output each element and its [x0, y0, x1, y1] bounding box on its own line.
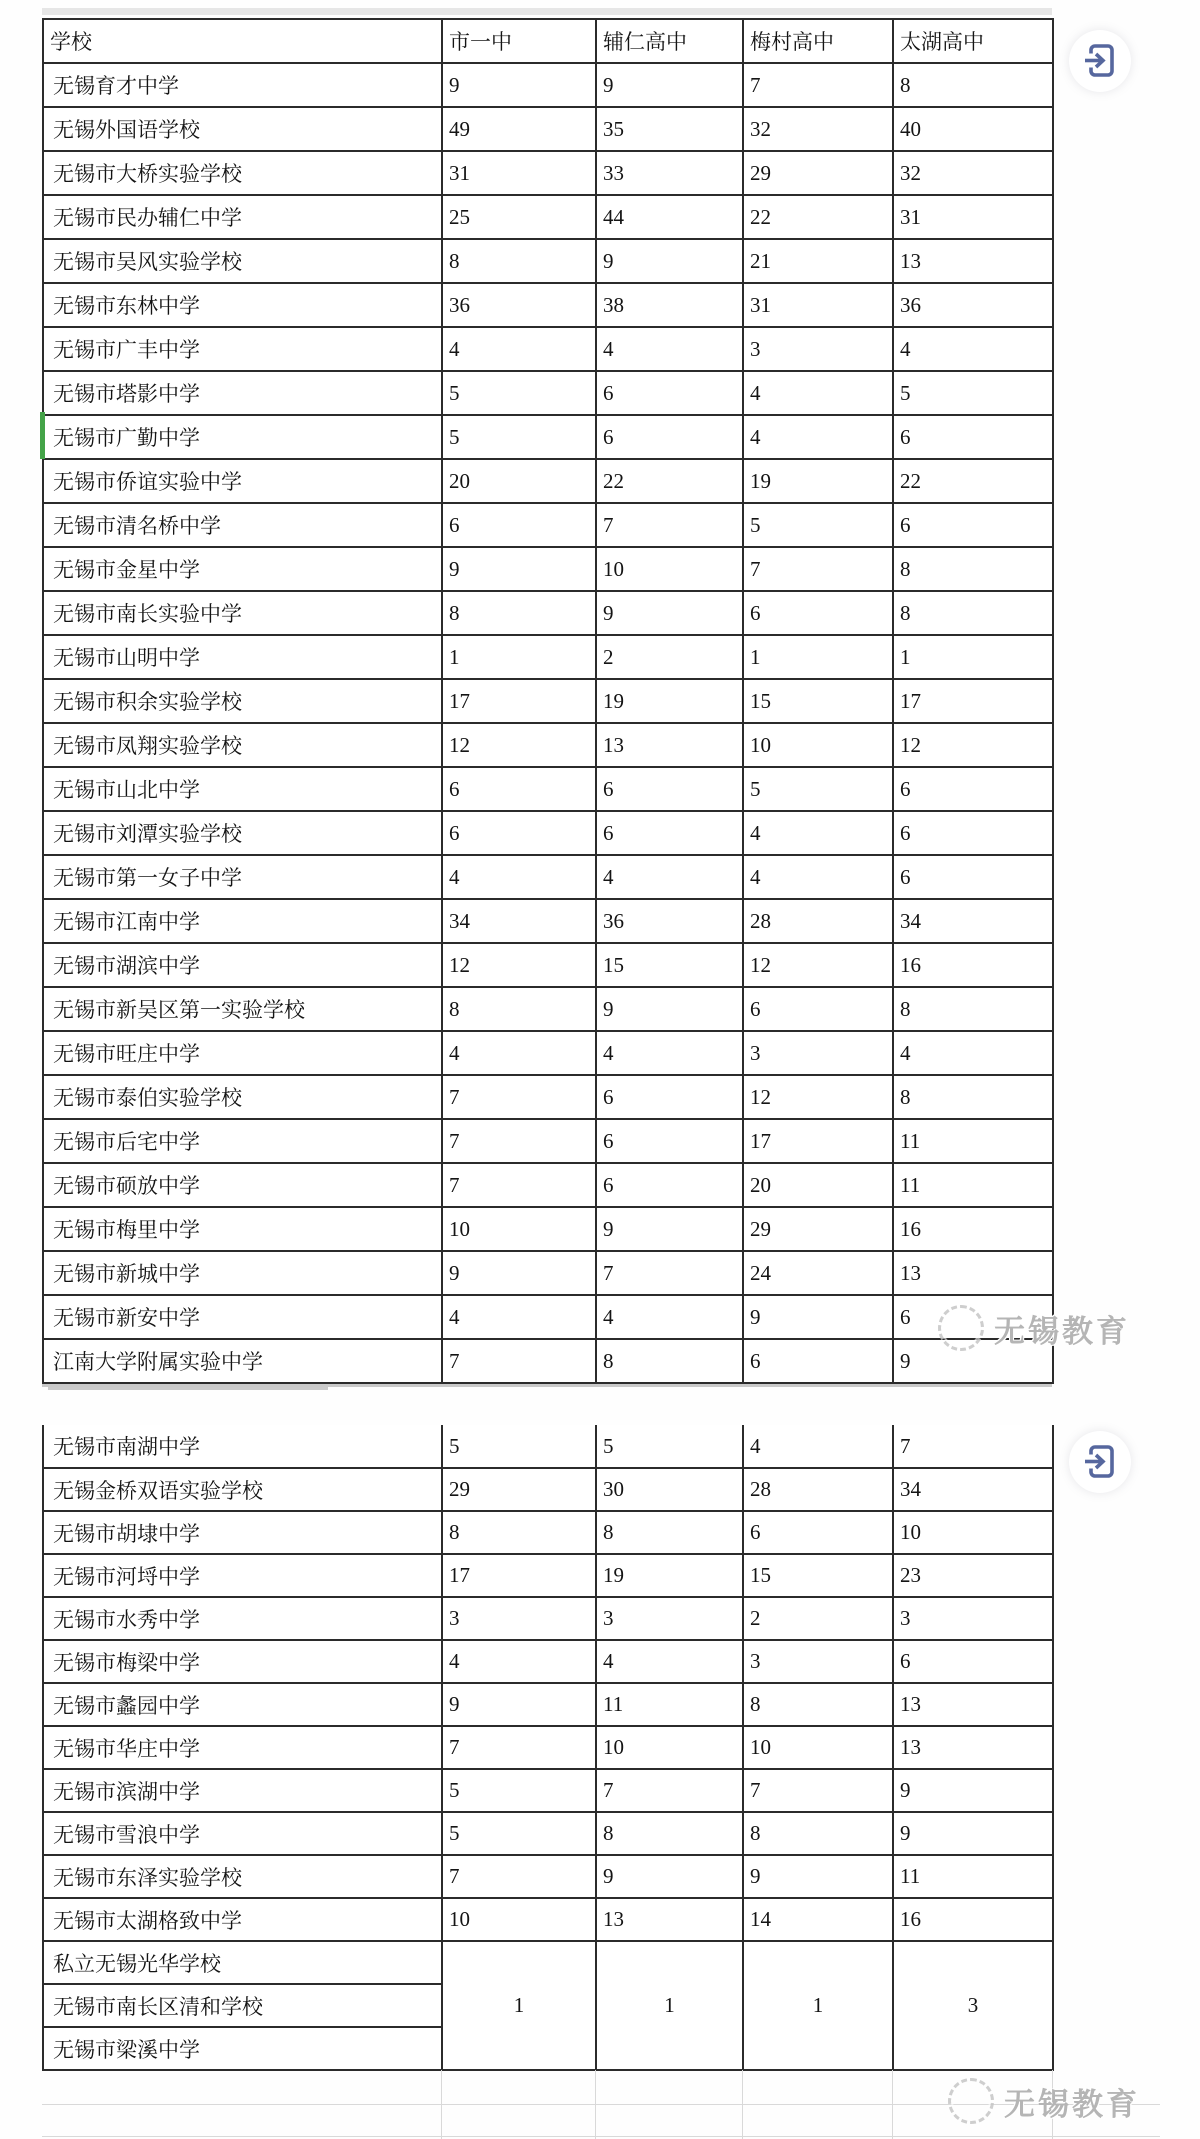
table-row — [43, 459, 1053, 503]
table-row — [43, 1031, 1053, 1075]
school-name-cell: 无锡金桥双语实验学校 — [43, 1468, 442, 1511]
watermark-text: 无锡教育 — [1004, 2086, 1140, 2122]
table-shadow-segment — [48, 1387, 328, 1390]
table-row — [43, 547, 1053, 591]
value-cell: 5 — [596, 1425, 743, 1468]
value-cell: 11 — [893, 1163, 1053, 1207]
value-cell: 7 — [743, 63, 893, 107]
value-cell: 6 — [893, 503, 1053, 547]
value-cell: 6 — [743, 1511, 893, 1554]
table-row — [43, 107, 1053, 151]
value-cell: 12 — [743, 943, 893, 987]
value-cell: 5 — [743, 503, 893, 547]
value-cell: 6 — [596, 1119, 743, 1163]
value-cell: 5 — [442, 1812, 596, 1855]
school-name-cell: 无锡市南长实验中学 — [43, 591, 442, 635]
value-cell: 7 — [596, 1251, 743, 1295]
school-name-cell: 无锡市塔影中学 — [43, 371, 442, 415]
value-cell: 4 — [596, 327, 743, 371]
value-cell: 12 — [442, 943, 596, 987]
value-cell: 17 — [743, 1119, 893, 1163]
table-row — [43, 239, 1053, 283]
value-cell: 12 — [442, 723, 596, 767]
empty-gridline-v2 — [595, 2070, 596, 2139]
table-row — [43, 1163, 1053, 1207]
value-cell: 9 — [743, 1855, 893, 1898]
value-cell: 3 — [442, 1597, 596, 1640]
value-cell: 8 — [893, 547, 1053, 591]
school-name-cell: 无锡市河埒中学 — [43, 1554, 442, 1597]
value-cell: 4 — [743, 1425, 893, 1468]
school-name-cell: 无锡市东泽实验学校 — [43, 1855, 442, 1898]
school-name-cell: 无锡市刘潭实验学校 — [43, 811, 442, 855]
value-cell: 13 — [893, 1726, 1053, 1769]
value-cell: 29 — [743, 151, 893, 195]
value-cell: 4 — [743, 811, 893, 855]
school-name-cell: 无锡市凤翔实验学校 — [43, 723, 442, 767]
watermark-wuxi-education-2 — [948, 2078, 1140, 2124]
value-cell: 9 — [893, 1812, 1053, 1855]
school-name-cell: 无锡市大桥实验学校 — [43, 151, 442, 195]
value-cell: 4 — [743, 855, 893, 899]
value-cell: 9 — [442, 1683, 596, 1726]
table-row — [43, 635, 1053, 679]
value-cell: 3 — [743, 1640, 893, 1683]
value-cell: 8 — [893, 987, 1053, 1031]
table-row — [43, 283, 1053, 327]
value-cell: 4 — [596, 855, 743, 899]
school-name-cell: 无锡市南湖中学 — [43, 1425, 442, 1468]
column-header-school: 学校 — [43, 19, 442, 63]
value-cell: 15 — [743, 1554, 893, 1597]
value-cell: 28 — [743, 899, 893, 943]
school-name-cell: 无锡市泰伯实验学校 — [43, 1075, 442, 1119]
value-cell: 8 — [893, 63, 1053, 107]
value-cell: 7 — [743, 1769, 893, 1812]
school-name-cell: 无锡市胡埭中学 — [43, 1511, 442, 1554]
value-cell: 15 — [743, 679, 893, 723]
school-name-cell: 无锡市山北中学 — [43, 767, 442, 811]
value-cell: 4 — [596, 1295, 743, 1339]
value-cell: 17 — [442, 679, 596, 723]
value-cell: 8 — [893, 591, 1053, 635]
value-cell: 10 — [596, 1726, 743, 1769]
table-row — [43, 415, 1053, 459]
value-cell: 22 — [893, 459, 1053, 503]
value-cell: 3 — [596, 1597, 743, 1640]
table-row — [43, 151, 1053, 195]
school-name-cell: 无锡市江南中学 — [43, 899, 442, 943]
value-cell: 8 — [596, 1812, 743, 1855]
value-cell: 19 — [596, 1554, 743, 1597]
value-cell: 38 — [596, 283, 743, 327]
watermark-text: 无锡教育 — [994, 1313, 1130, 1349]
value-cell: 4 — [442, 855, 596, 899]
value-cell: 13 — [893, 239, 1053, 283]
value-cell: 6 — [893, 855, 1053, 899]
value-cell: 28 — [743, 1468, 893, 1511]
value-cell: 9 — [596, 987, 743, 1031]
value-cell: 31 — [442, 151, 596, 195]
value-cell: 12 — [743, 1075, 893, 1119]
school-name-cell: 无锡市滨湖中学 — [43, 1769, 442, 1812]
school-name-cell: 无锡市积余实验学校 — [43, 679, 442, 723]
value-cell: 11 — [893, 1855, 1053, 1898]
school-name-cell: 无锡市梅梁中学 — [43, 1640, 442, 1683]
value-cell: 9 — [596, 1207, 743, 1251]
view-larger-table-button-2[interactable] — [1069, 1431, 1131, 1493]
school-name-cell: 江南大学附属实验中学 — [43, 1339, 442, 1383]
table-row — [43, 1597, 1053, 1640]
value-cell: 35 — [596, 107, 743, 151]
value-cell: 4 — [893, 327, 1053, 371]
column-header-highschool: 市一中 — [442, 19, 596, 63]
value-cell: 20 — [743, 1163, 893, 1207]
value-cell: 10 — [442, 1207, 596, 1251]
value-cell: 34 — [442, 899, 596, 943]
table-row — [43, 1683, 1053, 1726]
value-cell: 17 — [893, 679, 1053, 723]
value-cell: 6 — [596, 811, 743, 855]
value-cell: 5 — [442, 371, 596, 415]
value-cell: 7 — [442, 1119, 596, 1163]
value-cell: 10 — [743, 1726, 893, 1769]
value-cell: 4 — [442, 1031, 596, 1075]
value-cell: 21 — [743, 239, 893, 283]
column-header-highschool: 梅村高中 — [743, 19, 893, 63]
table-body — [43, 1425, 1053, 2070]
value-cell: 5 — [743, 767, 893, 811]
value-cell: 6 — [596, 767, 743, 811]
table-row — [43, 1425, 1053, 1468]
value-cell: 5 — [442, 1425, 596, 1468]
value-cell: 9 — [596, 239, 743, 283]
value-cell: 8 — [893, 1075, 1053, 1119]
school-name-cell: 无锡市梁溪中学 — [43, 2027, 442, 2070]
school-name-cell: 无锡市广丰中学 — [43, 327, 442, 371]
school-name-cell: 无锡市清名桥中学 — [43, 503, 442, 547]
score-table-lower — [42, 1425, 1054, 2071]
school-name-cell: 无锡市广勤中学 — [43, 415, 442, 459]
table-row — [43, 1251, 1053, 1295]
empty-gridline-v4 — [892, 2070, 893, 2139]
value-cell: 7 — [893, 1425, 1053, 1468]
value-cell: 16 — [893, 1207, 1053, 1251]
value-cell: 13 — [893, 1683, 1053, 1726]
value-cell: 6 — [596, 371, 743, 415]
wuxi-education-logo-icon — [948, 2078, 994, 2124]
school-name-cell: 无锡育才中学 — [43, 63, 442, 107]
value-cell: 7 — [442, 1726, 596, 1769]
value-cell: 3 — [743, 1031, 893, 1075]
table-row — [43, 1941, 1053, 1984]
school-name-cell: 无锡市硕放中学 — [43, 1163, 442, 1207]
school-name-cell: 无锡市南长区清和学校 — [43, 1984, 442, 2027]
cell-selection-marker — [40, 412, 45, 459]
value-cell: 34 — [893, 899, 1053, 943]
value-cell: 2 — [596, 635, 743, 679]
merged-value-cell: 3 — [893, 1941, 1053, 2070]
value-cell: 10 — [596, 547, 743, 591]
value-cell: 44 — [596, 195, 743, 239]
table-row — [43, 591, 1053, 635]
table-row — [43, 987, 1053, 1031]
value-cell: 17 — [442, 1554, 596, 1597]
table-row — [43, 767, 1053, 811]
value-cell: 5 — [442, 415, 596, 459]
value-cell: 36 — [442, 283, 596, 327]
value-cell: 10 — [743, 723, 893, 767]
value-cell: 31 — [893, 195, 1053, 239]
value-cell: 29 — [442, 1468, 596, 1511]
value-cell: 30 — [596, 1468, 743, 1511]
value-cell: 6 — [442, 811, 596, 855]
table-row — [43, 503, 1053, 547]
value-cell: 2 — [743, 1597, 893, 1640]
cropped-row-artifact — [42, 8, 1052, 15]
value-cell: 5 — [893, 371, 1053, 415]
school-name-cell: 无锡市金星中学 — [43, 547, 442, 591]
table-row — [43, 1295, 1053, 1339]
value-cell: 36 — [596, 899, 743, 943]
school-name-cell: 无锡市华庄中学 — [43, 1726, 442, 1769]
table-row — [43, 1855, 1053, 1898]
school-name-cell: 无锡市新吴区第一实验学校 — [43, 987, 442, 1031]
value-cell: 22 — [743, 195, 893, 239]
table-row — [43, 855, 1053, 899]
header-row — [43, 19, 1053, 63]
table-row — [43, 327, 1053, 371]
value-cell: 8 — [442, 987, 596, 1031]
value-cell: 11 — [893, 1119, 1053, 1163]
value-cell: 19 — [743, 459, 893, 503]
school-name-cell: 无锡市蠡园中学 — [43, 1683, 442, 1726]
value-cell: 4 — [442, 1295, 596, 1339]
value-cell: 31 — [743, 283, 893, 327]
school-name-cell: 无锡外国语学校 — [43, 107, 442, 151]
school-name-cell: 无锡市东林中学 — [43, 283, 442, 327]
empty-gridline-h1 — [42, 2104, 1160, 2105]
merged-value-cell: 1 — [743, 1941, 893, 2070]
value-cell: 40 — [893, 107, 1053, 151]
table-row — [43, 1075, 1053, 1119]
value-cell: 15 — [596, 943, 743, 987]
column-header-highschool: 辅仁高中 — [596, 19, 743, 63]
value-cell: 9 — [596, 1855, 743, 1898]
empty-gridline-h2 — [42, 2136, 1160, 2137]
value-cell: 7 — [442, 1163, 596, 1207]
merged-value-cell: 1 — [442, 1941, 596, 2070]
value-cell: 6 — [596, 1075, 743, 1119]
value-cell: 6 — [596, 415, 743, 459]
table-row — [43, 1726, 1053, 1769]
school-name-cell: 无锡市后宅中学 — [43, 1119, 442, 1163]
value-cell: 4 — [743, 415, 893, 459]
table-row — [43, 1640, 1053, 1683]
value-cell: 36 — [893, 283, 1053, 327]
value-cell: 4 — [596, 1031, 743, 1075]
value-cell: 6 — [893, 1295, 1053, 1339]
value-cell: 19 — [596, 679, 743, 723]
value-cell: 32 — [743, 107, 893, 151]
value-cell: 8 — [743, 1812, 893, 1855]
value-cell: 8 — [442, 1511, 596, 1554]
value-cell: 6 — [442, 503, 596, 547]
school-name-cell: 无锡市梅里中学 — [43, 1207, 442, 1251]
value-cell: 6 — [893, 767, 1053, 811]
table-row — [43, 723, 1053, 767]
table-row — [43, 1812, 1053, 1855]
value-cell: 9 — [596, 591, 743, 635]
table-row — [43, 1769, 1053, 1812]
value-cell: 9 — [743, 1295, 893, 1339]
empty-gridline-v5 — [1052, 2070, 1053, 2139]
value-cell: 8 — [596, 1511, 743, 1554]
value-cell: 6 — [893, 811, 1053, 855]
table-row — [43, 1339, 1053, 1383]
value-cell: 6 — [743, 591, 893, 635]
table-body — [43, 63, 1053, 1383]
merged-value-cell: 1 — [596, 1941, 743, 2070]
column-header-highschool: 太湖高中 — [893, 19, 1053, 63]
value-cell: 8 — [743, 1683, 893, 1726]
value-cell: 10 — [442, 1898, 596, 1941]
value-cell: 6 — [893, 1640, 1053, 1683]
value-cell: 23 — [893, 1554, 1053, 1597]
table-row — [43, 943, 1053, 987]
table-row — [43, 1554, 1053, 1597]
table-row — [43, 1468, 1053, 1511]
value-cell: 24 — [743, 1251, 893, 1295]
value-cell: 32 — [893, 151, 1053, 195]
table-row — [43, 195, 1053, 239]
value-cell: 14 — [743, 1898, 893, 1941]
table-header — [43, 19, 1053, 63]
table-row — [43, 1898, 1053, 1941]
value-cell: 4 — [442, 1640, 596, 1683]
table-row — [43, 679, 1053, 723]
score-table-upper — [42, 18, 1054, 1384]
value-cell: 1 — [442, 635, 596, 679]
value-cell: 25 — [442, 195, 596, 239]
table-row — [43, 1119, 1053, 1163]
value-cell: 6 — [442, 767, 596, 811]
value-cell: 1 — [893, 635, 1053, 679]
value-cell: 13 — [596, 723, 743, 767]
value-cell: 4 — [893, 1031, 1053, 1075]
table-row — [43, 63, 1053, 107]
value-cell: 22 — [596, 459, 743, 503]
school-name-cell: 无锡市太湖格致中学 — [43, 1898, 442, 1941]
value-cell: 4 — [743, 371, 893, 415]
value-cell: 12 — [893, 723, 1053, 767]
school-name-cell: 无锡市旺庄中学 — [43, 1031, 442, 1075]
view-larger-table-button-1[interactable] — [1069, 30, 1131, 92]
value-cell: 13 — [596, 1898, 743, 1941]
value-cell: 33 — [596, 151, 743, 195]
value-cell: 9 — [893, 1769, 1053, 1812]
value-cell: 13 — [893, 1251, 1053, 1295]
value-cell: 8 — [596, 1339, 743, 1383]
school-name-cell: 无锡市第一女子中学 — [43, 855, 442, 899]
arrow-into-box-icon — [1083, 1442, 1117, 1482]
value-cell: 9 — [596, 63, 743, 107]
school-name-cell: 无锡市新城中学 — [43, 1251, 442, 1295]
value-cell: 4 — [442, 327, 596, 371]
school-name-cell: 私立无锡光华学校 — [43, 1941, 442, 1984]
value-cell: 9 — [442, 63, 596, 107]
empty-gridline-v3 — [742, 2070, 743, 2139]
value-cell: 9 — [442, 547, 596, 591]
school-name-cell: 无锡市雪浪中学 — [43, 1812, 442, 1855]
value-cell: 11 — [596, 1683, 743, 1726]
value-cell: 7 — [743, 547, 893, 591]
value-cell: 1 — [743, 635, 893, 679]
value-cell: 7 — [442, 1339, 596, 1383]
value-cell: 7 — [442, 1855, 596, 1898]
value-cell: 6 — [893, 415, 1053, 459]
school-name-cell: 无锡市侨谊实验中学 — [43, 459, 442, 503]
value-cell: 3 — [893, 1597, 1053, 1640]
school-name-cell: 无锡市山明中学 — [43, 635, 442, 679]
value-cell: 29 — [743, 1207, 893, 1251]
value-cell: 16 — [893, 943, 1053, 987]
value-cell: 16 — [893, 1898, 1053, 1941]
value-cell: 6 — [743, 987, 893, 1031]
value-cell: 3 — [743, 327, 893, 371]
value-cell: 8 — [442, 591, 596, 635]
arrow-into-box-icon — [1083, 41, 1117, 81]
value-cell: 6 — [596, 1163, 743, 1207]
value-cell: 7 — [442, 1075, 596, 1119]
school-name-cell: 无锡市水秀中学 — [43, 1597, 442, 1640]
value-cell: 4 — [596, 1640, 743, 1683]
table-row — [43, 1207, 1053, 1251]
value-cell: 7 — [596, 1769, 743, 1812]
school-name-cell: 无锡市湖滨中学 — [43, 943, 442, 987]
school-name-cell: 无锡市民办辅仁中学 — [43, 195, 442, 239]
value-cell: 49 — [442, 107, 596, 151]
value-cell: 6 — [743, 1339, 893, 1383]
table-row — [43, 371, 1053, 415]
value-cell: 9 — [442, 1251, 596, 1295]
value-cell: 34 — [893, 1468, 1053, 1511]
value-cell: 9 — [893, 1339, 1053, 1383]
value-cell: 8 — [442, 239, 596, 283]
value-cell: 10 — [893, 1511, 1053, 1554]
value-cell: 5 — [442, 1769, 596, 1812]
value-cell: 7 — [596, 503, 743, 547]
table-row — [43, 899, 1053, 943]
table-row — [43, 811, 1053, 855]
value-cell: 20 — [442, 459, 596, 503]
school-name-cell: 无锡市新安中学 — [43, 1295, 442, 1339]
empty-gridline-v1 — [441, 2070, 442, 2139]
table-row — [43, 1511, 1053, 1554]
school-name-cell: 无锡市吴风实验学校 — [43, 239, 442, 283]
